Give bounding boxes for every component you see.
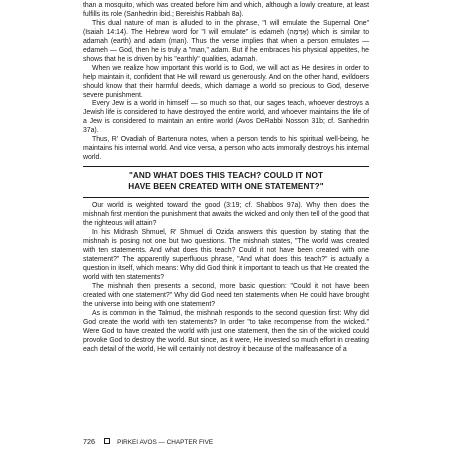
paragraph: Every Jew is a world in himself — so much so that, our sages teach, whoever destroys a Jewish life is considered to have destroyed the entire world, and whoever maintains the life of a Jew is considered to maintain an entire world (Avos DeRabbi Nosson 31b; cf. Sanhedrin 37a). [83, 100, 369, 135]
paragraph: Thus, R' Ovadiah of Bartenura notes, when a person tends to his spiritual well-being, he maintains his internal world. And vice versa, a person who acts immorally destroys his internal world. [83, 136, 369, 162]
paragraph: Our world is weighted toward the good (3:19; cf. Shabbos 97a). Why then does the mishnah first mention the punishment that awaits the wicked and only then tell of the good that the righteous will attain? [83, 202, 369, 228]
body-text-top [83, 2, 369, 163]
paragraph: This dual nature of man is alluded to in the phrase, "I will emulate the Supernal One" (Isaiah 14:14). The Hebrew word for "I will emulate" is edameh (אֶדַּמֶּה) which is similar to adamah (earth) and adam (man). Thus the verse implies that when a person emulates — edameh — God, then he is truly a "man," adam. But if he embraces his physical appetites, he shows that he is driven by his "earthly" qualities, adamah. [83, 19, 370, 63]
paragraph: The mishnah then presents a second, more basic question: "Could it not have been created with one statement?" Why did God need ten statements when He could have brought the universe into being with one statement? [83, 282, 369, 308]
section-heading-line: HAVE BEEN CREATED WITH ONE STATEMENT?" [128, 181, 324, 191]
paragraph: In his Midrash Shmuel, R' Shmuel di Ozida answers this question by stating that the mishnah is posing not one but two questions. The mishnah states, "The world was created with ten statements. And what does this teach? Could it not have been created with one statement?" The apparently superfluous phrase, "And what does this teach?" is actually a question in itself, which means: Why did God think it important to teach us that He created the world with ten statements? [83, 229, 369, 281]
section-heading [83, 166, 369, 198]
page-number: 726 [83, 437, 95, 446]
body-text-bottom [83, 202, 369, 354]
paragraph: As is common in the Talmud, the mishnah responds to the second question first: Why did God create the world with ten statements? In order "to take recompense from the wicked." Were God to have created the world with just one statement, then the sin of the wicked could provoke God to destroy the world. But since, as it were, He invested so much effort in creating each detail of the world, He will certainly not destroy it because of the malfeasance of a [83, 309, 369, 353]
square-ornament-icon [104, 438, 111, 445]
running-title: PIRKEI AVOS — CHAPTER FIVE [117, 439, 214, 446]
paragraph: When we realize how important this world is to God, we will act as He desires in order to help maintain it, confident that He will reward us generously. And on the other hand, evildoers should know that their harmful deeds, which damage a world so precious to God, deserve severe punishment. [83, 64, 369, 99]
page-footer [83, 437, 213, 446]
section-heading-line: "AND WHAT DOES THIS TEACH? COULD IT NOT [128, 171, 324, 181]
paragraph: than a mosquito, which was created before him and which, although a lowly creature, at least fulfills its role (Sanhedrin ibid.; Bereishis Rabbah 8a). [83, 2, 369, 18]
